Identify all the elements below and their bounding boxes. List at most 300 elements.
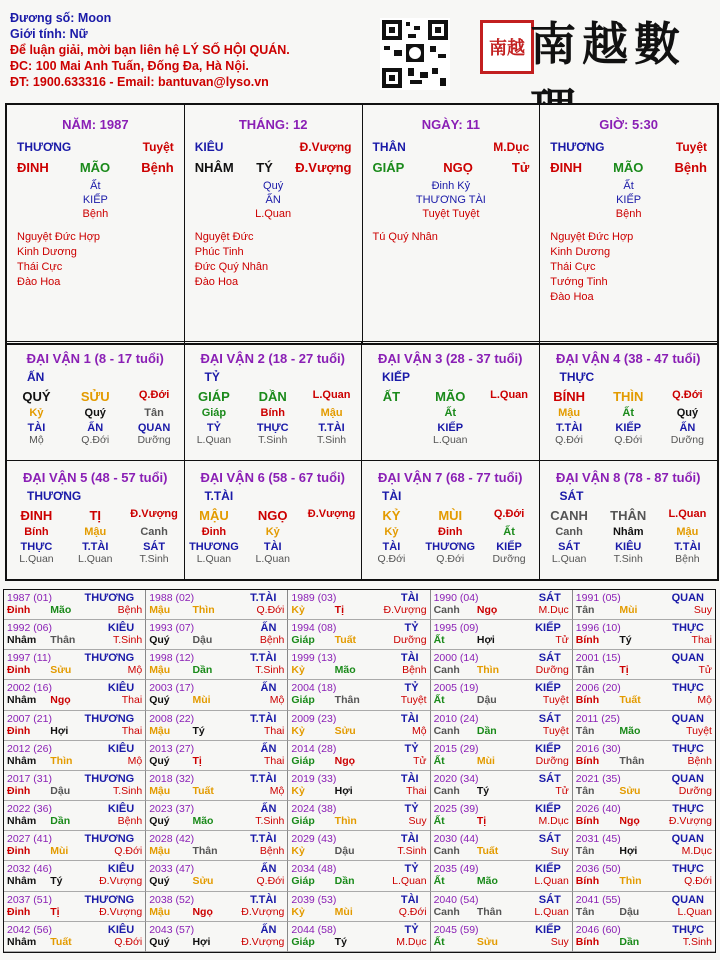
year-can: Mậu — [149, 664, 171, 677]
year-chi: Sửu — [192, 875, 214, 888]
pillar-title: NĂM: 1987 — [62, 117, 129, 132]
year-can: Giáp — [291, 875, 315, 888]
year-cell — [573, 711, 715, 741]
year-chi: Mùi — [334, 905, 353, 918]
dai-van-hidden-state — [7, 434, 184, 446]
hidden-star: KIẾP — [615, 422, 642, 434]
year-chi: Tuất — [334, 634, 357, 647]
year-chi: Dậu — [476, 694, 497, 707]
year-label: 2005 (19) — [433, 682, 479, 695]
hidden-can: Mậu — [320, 407, 343, 419]
year-can: Mậu — [149, 784, 171, 797]
star-item: Nguyệt Đức Hợp — [550, 231, 634, 243]
year-chi: Tý — [619, 634, 632, 647]
year-bottom — [291, 906, 426, 918]
year-bottom — [291, 634, 426, 646]
year-can: Giáp — [291, 935, 315, 948]
year-star: KIÊU — [107, 622, 135, 635]
year-state: Mộ — [412, 724, 427, 737]
year-chi: Thân — [476, 905, 502, 918]
year-state: Q.Đới — [256, 875, 285, 888]
hidden-can — [302, 526, 360, 538]
pillar-can: ĐINH — [17, 160, 49, 175]
year-label: 2027 (41) — [7, 833, 52, 846]
year-chi: Tị — [50, 905, 60, 918]
dai-van-main — [7, 508, 184, 523]
dai-van-state: L.Quan — [490, 389, 529, 401]
year-bottom — [576, 694, 712, 706]
year-cell — [146, 711, 288, 741]
year-cell — [431, 861, 573, 891]
year-chi: Sửu — [619, 784, 641, 797]
year-cell — [431, 741, 573, 771]
hidden-state: T.Sinh — [139, 553, 169, 565]
year-star: THỰC — [672, 682, 704, 695]
hidden-star: TÀI — [27, 422, 46, 434]
star-item: Nguyệt Đức Hợp — [17, 231, 101, 243]
year-cell — [431, 590, 573, 620]
year-state: Q.Đới — [114, 845, 143, 858]
year-chi: Mùi — [476, 754, 495, 767]
gender-line: Giới tính: Nữ — [10, 27, 88, 41]
year-bottom — [149, 694, 284, 706]
year-chi: Ngọ — [476, 604, 498, 616]
dai-van-chi: THÂN — [610, 508, 647, 523]
year-top — [7, 863, 142, 875]
year-chi: Thân — [192, 845, 218, 858]
year-star: THƯƠNG — [84, 893, 135, 906]
dai-van-title: ĐẠI VẬN 7 (68 - 77 tuổi) — [378, 470, 523, 485]
year-cell — [146, 771, 288, 801]
year-bottom — [576, 755, 712, 767]
hidden-star: ẤN — [265, 194, 281, 206]
star-item: Đức Quý Nhân — [194, 261, 269, 273]
hidden-state: T.Sinh — [613, 553, 643, 565]
year-cell — [288, 831, 430, 861]
year-state: Đ.Vượng — [241, 935, 285, 948]
year-chi: Mùi — [192, 694, 211, 707]
year-state: Bệnh — [402, 664, 427, 677]
four-pillars — [5, 103, 719, 345]
dai-van-grid — [5, 341, 719, 581]
year-star: THỰC — [672, 923, 704, 936]
year-label: 2015 (29) — [433, 742, 479, 755]
year-can: Quý — [149, 935, 170, 948]
year-chi: Hợi — [192, 935, 211, 948]
dai-van-3 — [362, 341, 540, 460]
year-label: 2016 (30) — [575, 742, 621, 755]
dai-van-hidden-star — [7, 422, 184, 434]
dai-van-hidden — [185, 526, 362, 538]
year-label: 2011 (25) — [575, 712, 620, 725]
year-state: T.Sinh — [113, 784, 143, 797]
year-top — [576, 773, 712, 785]
year-star: ẤN — [260, 923, 277, 936]
year-top — [149, 833, 284, 845]
year-star: ẤN — [260, 803, 277, 816]
hidden-star: KIÊU — [615, 541, 642, 553]
year-state: Dưỡng — [678, 784, 712, 797]
star-item: Đào Hoa — [550, 291, 594, 303]
year-top — [576, 803, 712, 815]
year-top — [434, 894, 569, 906]
year-star: KIÊU — [107, 682, 135, 695]
dai-van-star: TÀI — [382, 489, 402, 503]
year-label: 2042 (56) — [7, 923, 52, 936]
hidden-star: ẤN — [87, 422, 104, 434]
pillar-chi: MÃO — [79, 160, 111, 175]
year-bottom — [434, 725, 569, 737]
year-chi: Thìn — [50, 754, 73, 767]
hidden-star: QUAN — [137, 422, 171, 434]
dai-van-state: Q.Đới — [672, 389, 703, 401]
qr-code-icon — [380, 18, 450, 90]
year-bottom — [576, 875, 712, 887]
year-state: T.Sinh — [255, 815, 285, 828]
year-state: T.Sinh — [397, 845, 427, 858]
year-star: THƯƠNG — [84, 772, 135, 785]
year-label: 2044 (58) — [291, 923, 337, 936]
year-top — [7, 592, 142, 604]
dai-van-7 — [362, 460, 540, 579]
year-label: 1989 (03) — [291, 592, 337, 604]
year-state: Bệnh — [259, 634, 285, 647]
year-top — [291, 592, 426, 604]
year-can: Nhâm — [7, 815, 37, 828]
star-item: Kinh Dương — [17, 246, 77, 258]
dai-van-main — [185, 389, 362, 404]
year-label: 1990 (04) — [433, 592, 479, 604]
year-bottom — [576, 845, 712, 857]
hidden-can: Ất — [623, 180, 634, 192]
dai-van-can: CANH — [550, 508, 588, 523]
dai-van-hidden-star — [362, 541, 539, 553]
hidden-state: L.Quan — [19, 553, 54, 565]
year-cell — [573, 771, 715, 801]
dai-van-can: BÍNH — [553, 389, 585, 404]
year-star: KIẾP — [535, 803, 561, 816]
dai-van-state: Q.Đới — [138, 389, 170, 401]
pillar-title: THÁNG: 12 — [238, 117, 308, 132]
year-bottom — [149, 634, 284, 646]
hidden-can: Ất — [503, 526, 515, 538]
year-bottom — [7, 936, 142, 948]
hidden-star: T.TÀI — [555, 422, 583, 434]
year-star: QUAN — [671, 592, 704, 604]
year-cell — [288, 650, 430, 680]
year-can: Kỷ — [291, 845, 305, 858]
year-cell — [431, 711, 573, 741]
year-star: ẤN — [260, 622, 277, 635]
dai-van-hidden-star — [185, 541, 362, 553]
year-state: Mộ — [127, 754, 143, 767]
year-star: T.TÀI — [250, 592, 277, 604]
year-label: 2038 (52) — [149, 893, 195, 906]
pillar-top-row — [7, 140, 184, 154]
hidden-state: Q.Đới — [555, 434, 584, 446]
hidden-can: Kỷ — [265, 526, 280, 538]
year-chi: Tý — [192, 724, 205, 737]
pillar-stars — [17, 230, 100, 290]
hidden-can: Quý — [676, 407, 699, 419]
year-label: 2020 (34) — [433, 772, 479, 785]
year-chi: Ngọ — [334, 754, 356, 767]
year-can: Giáp — [291, 815, 315, 828]
dai-van-hidden-state — [540, 553, 718, 565]
year-state: Tuyệt — [542, 694, 569, 707]
year-state: M.Dục — [538, 815, 569, 828]
dai-van-main — [362, 389, 539, 404]
year-cell — [288, 620, 430, 650]
hidden-star: T.TÀI — [318, 422, 345, 434]
hidden-can: Tân — [144, 407, 164, 419]
star-item: Đào Hoa — [17, 276, 61, 288]
hidden-can: Ất — [444, 407, 457, 419]
year-star: TỶ — [404, 742, 419, 755]
year-grid — [3, 589, 716, 953]
star-item: Đào Hoa — [194, 276, 239, 288]
hidden-star: SÁT — [143, 541, 166, 553]
year-can: Kỷ — [291, 664, 305, 677]
dai-van-title: ĐẠI VẬN 6 (58 - 67 tuổi) — [200, 470, 345, 485]
year-can: Bính — [575, 634, 600, 647]
hidden-state: L.Quan — [78, 553, 113, 565]
year-label: 2040 (54) — [433, 893, 479, 906]
year-chi: Tý — [334, 935, 347, 948]
hidden-state: L.Quan — [551, 553, 587, 565]
pillar-stars — [550, 230, 633, 305]
year-star: TỶ — [404, 863, 419, 876]
year-state: Đ.Vượng — [99, 875, 143, 888]
year-bottom — [434, 936, 569, 948]
dai-van-hidden — [362, 526, 539, 538]
year-can: Đinh — [7, 845, 31, 858]
year-top — [576, 682, 712, 694]
year-label: 2010 (24) — [433, 712, 479, 725]
star-item: Tú Quý Nhân — [372, 231, 438, 243]
year-bottom — [434, 785, 569, 797]
year-can: Kỷ — [291, 604, 305, 616]
year-label: 1995 (09) — [433, 622, 479, 635]
hidden-star: TỶ — [206, 422, 221, 434]
star-item: Thái Cực — [550, 261, 596, 273]
year-can: Giáp — [291, 634, 315, 647]
year-bottom — [291, 755, 426, 767]
year-state: Bệnh — [687, 754, 712, 767]
star-item: Thái Cực — [17, 261, 63, 273]
year-cell — [431, 801, 573, 831]
year-state: Bệnh — [259, 845, 285, 858]
hidden-star — [362, 422, 420, 434]
pillar-hidden — [185, 179, 362, 221]
year-state: T.Sinh — [113, 634, 143, 647]
year-chi: Hợi — [619, 845, 638, 858]
dai-van-hidden-star — [7, 541, 184, 553]
header-info — [10, 10, 290, 90]
year-bottom — [7, 725, 142, 737]
year-can: Bính — [575, 875, 600, 888]
hidden-state: Q.Đới — [614, 434, 643, 446]
year-cell — [573, 680, 715, 710]
year-state: Suy — [408, 815, 427, 828]
year-top — [434, 924, 569, 936]
dai-van-title: ĐẠI VẬN 5 (48 - 57 tuổi) — [23, 470, 168, 485]
star-item: Nguyệt Đức — [194, 231, 254, 243]
year-cell — [4, 741, 146, 771]
year-bottom — [291, 664, 426, 676]
year-bottom — [576, 664, 712, 676]
hidden-state: Q.Đới — [436, 553, 465, 565]
pillar-state: Tuyệt — [675, 140, 707, 154]
pillar-3 — [363, 105, 541, 343]
year-chi: Dậu — [334, 845, 355, 858]
year-top — [7, 894, 142, 906]
year-cell — [288, 680, 430, 710]
year-can: Bính — [575, 754, 600, 767]
year-chi: Mão — [334, 664, 356, 677]
year-cell — [573, 861, 715, 891]
dai-van-star: SÁT — [559, 489, 584, 503]
pillar-chi-state: Bệnh — [674, 160, 707, 175]
dai-van-chi: SỬU — [80, 389, 110, 404]
hidden-state: T.Sinh — [258, 434, 288, 446]
year-chi: Dần — [50, 815, 71, 828]
year-bottom — [149, 664, 284, 676]
year-state: Mộ — [697, 694, 712, 707]
contact-line-2: ĐC: 100 Mai Anh Tuấn, Đống Đa, Hà Nội. — [10, 59, 249, 73]
year-chi: Dậu — [50, 784, 71, 797]
year-cell — [146, 831, 288, 861]
year-can: Giáp — [291, 694, 315, 707]
pillar-chi-state: Bệnh — [141, 160, 174, 175]
year-can: Ất — [433, 935, 445, 948]
pillar-can: ĐINH — [550, 160, 583, 175]
year-bottom — [434, 634, 569, 646]
dai-van-title: ĐẠI VẬN 1 (8 - 17 tuổi) — [26, 351, 164, 366]
year-label: 2000 (14) — [433, 652, 479, 665]
year-can: Đinh — [7, 724, 31, 737]
year-state: Mộ — [127, 664, 143, 677]
year-star: KIÊU — [107, 742, 135, 755]
year-star: SÁT — [538, 592, 561, 604]
year-label: 2039 (53) — [291, 893, 337, 906]
year-bottom — [291, 936, 426, 948]
year-can: Bính — [575, 935, 600, 948]
year-star: TỶ — [404, 803, 419, 816]
year-top — [434, 592, 569, 604]
year-cell — [4, 711, 146, 741]
year-cell — [288, 771, 430, 801]
dai-van-chi: NGỌ — [257, 508, 288, 523]
year-label: 2030 (44) — [433, 833, 479, 846]
year-bottom — [7, 906, 142, 918]
year-can: Đinh — [7, 784, 31, 797]
hidden-can: Đinh Kỷ — [431, 180, 471, 192]
pillar-hidden — [540, 179, 717, 221]
year-star: TÀI — [400, 712, 419, 725]
hidden-state — [302, 553, 360, 565]
year-chi: Sửu — [50, 664, 72, 677]
hidden-can: Ất — [90, 180, 101, 192]
year-state: Tử — [555, 634, 569, 647]
year-bottom — [576, 725, 712, 737]
year-chi: Dần — [476, 724, 497, 737]
year-cell — [431, 650, 573, 680]
year-bottom — [291, 875, 426, 887]
year-can: Tân — [575, 724, 595, 737]
year-star: QUAN — [671, 772, 704, 785]
year-state: Suy — [693, 604, 712, 616]
year-cell — [146, 680, 288, 710]
year-star: SÁT — [538, 772, 561, 785]
year-chi: Dần — [334, 875, 355, 888]
year-chi: Tuất — [192, 784, 214, 797]
hidden-can: Đinh — [201, 526, 227, 538]
year-bottom — [149, 845, 284, 857]
year-state: Tử — [413, 754, 427, 767]
year-state: Đ.Vượng — [668, 815, 712, 828]
year-chi: Mùi — [50, 845, 69, 858]
pillar-main-row — [540, 160, 717, 175]
dai-van-hidden-state — [185, 434, 362, 446]
year-top — [149, 682, 284, 694]
year-top — [7, 652, 142, 664]
year-star: THỰC — [672, 863, 704, 876]
year-chi: Thìn — [619, 875, 642, 888]
year-chi: Tuất — [50, 935, 72, 948]
pillar-title: NGÀY: 11 — [421, 117, 481, 132]
year-top — [149, 803, 284, 815]
hidden-can: Ất — [622, 407, 635, 419]
year-star: T.TÀI — [250, 712, 277, 725]
dai-van-star: KIẾP — [382, 370, 411, 384]
year-label: 2034 (48) — [291, 863, 337, 876]
year-label: 1996 (10) — [575, 622, 621, 635]
year-state: Đ.Vượng — [241, 905, 285, 918]
year-bottom — [434, 845, 569, 857]
hidden-state: Bệnh — [82, 208, 109, 220]
year-star: QUAN — [671, 712, 704, 725]
year-top — [149, 592, 284, 604]
hidden-star: T.TÀI — [674, 541, 701, 553]
hidden-star: ẤN — [679, 422, 696, 434]
hidden-star: KIẾP — [82, 194, 108, 206]
year-can: Canh — [433, 905, 460, 918]
year-label: 2021 (35) — [575, 772, 621, 785]
star-item: Kinh Dương — [550, 246, 611, 258]
pillar-chi: NGỌ — [443, 160, 473, 175]
dai-van-6 — [185, 460, 363, 579]
year-chi: Mão — [476, 875, 498, 888]
year-label: 2033 (47) — [149, 863, 195, 876]
year-chi: Hợi — [334, 784, 353, 797]
hidden-state: Bệnh — [675, 553, 700, 565]
year-star: QUAN — [671, 893, 704, 906]
year-can: Bính — [575, 815, 600, 828]
year-can: Mậu — [149, 845, 171, 858]
year-top — [291, 894, 426, 906]
year-cell — [431, 922, 573, 952]
year-label: 2012 (26) — [7, 742, 52, 755]
year-state: Tử — [555, 784, 569, 797]
dai-van-state: Q.Đới — [493, 508, 525, 520]
year-bottom — [291, 604, 426, 616]
year-cell — [573, 590, 715, 620]
year-state: Dưỡng — [393, 634, 427, 647]
year-top — [149, 652, 284, 664]
year-bottom — [291, 845, 426, 857]
year-cell — [431, 831, 573, 861]
